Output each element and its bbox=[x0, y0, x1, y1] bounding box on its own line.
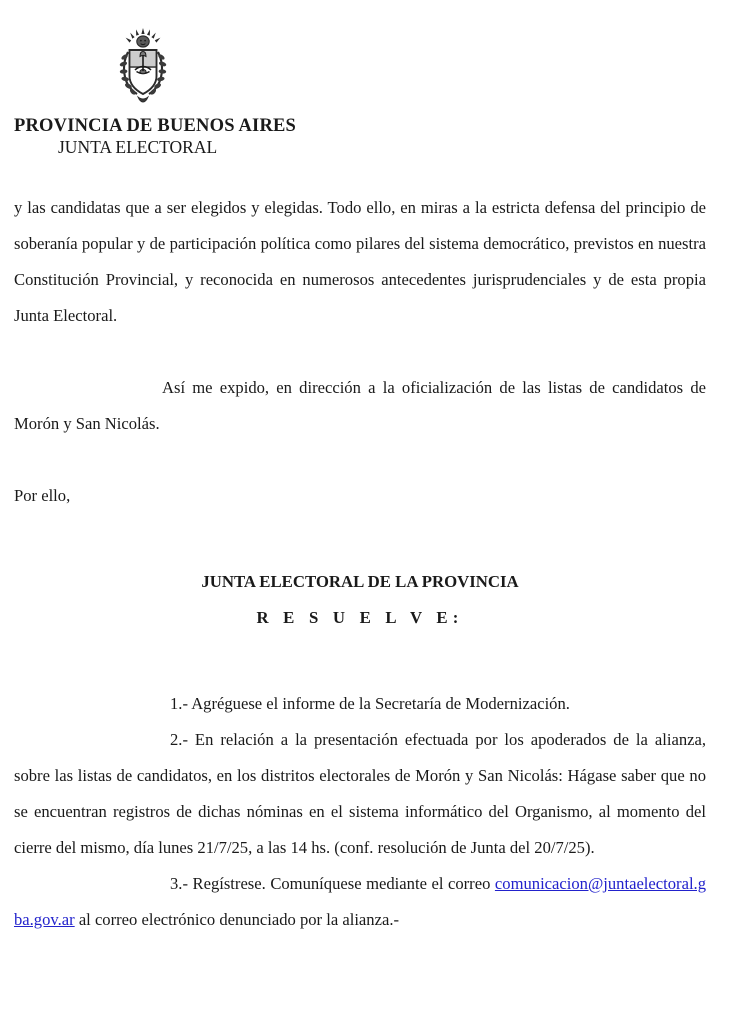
email-link[interactable]: comunicacion@juntaelectoral.gba.gov.ar bbox=[14, 874, 706, 929]
spacer bbox=[14, 334, 706, 370]
document-body bbox=[14, 190, 706, 938]
resolution-item-2: 2.- En relación a la presentación efectuada por los apoderados de la alianza, sobre las listas de candidatos, en los distritos electorales de Morón y San Nicolás: Hágase saber que no se encuentran registros de dichas nóminas en el sistema informático del Organismo, al momento del cierre del mismo, día lunes 21/7/25, a las 14 hs. (conf. resolución de Junta del 20/7/25). bbox=[14, 730, 706, 857]
crest-container bbox=[0, 0, 747, 110]
org-name-board: JUNTA ELECTORAL bbox=[58, 137, 218, 158]
paragraph-considerandos: y las candidatas que a ser elegidos y elegidas. Todo ello, en miras a la estricta defensa del principio de soberanía popular y de participación política como pilares del sistema democrático, previstos en nuestra Constitución Provincial, y reconocida en numerosos antecedentes jurisprudenciales y de esta propia Junta Electoral. bbox=[14, 198, 706, 325]
letterhead bbox=[0, 0, 747, 158]
spacer bbox=[14, 514, 706, 564]
argentina-coat-of-arms-icon bbox=[112, 26, 174, 110]
heading-junta-electoral: JUNTA ELECTORAL DE LA PROVINCIA bbox=[201, 572, 519, 591]
resolution-item-3-suffix: al correo electrónico denunciado por la alianza.- bbox=[74, 910, 400, 929]
spacer bbox=[14, 442, 706, 478]
org-name-province: PROVINCIA DE BUENOS AIRES bbox=[14, 116, 297, 136]
resolution-item-1: 1.- Agréguese el informe de la Secretaría de Modernización. bbox=[170, 694, 570, 713]
resolution-item-3-prefix: 3.- Regístrese. Comuníquese mediante el correo bbox=[170, 874, 495, 893]
resolution-item-3 bbox=[14, 866, 706, 938]
spacer bbox=[14, 636, 706, 686]
heading-resuelve: R E S U E L V E: bbox=[256, 608, 464, 627]
paragraph-asi-me-expido: Así me expido, en dirección a la oficialización de las listas de candidatos de Morón y San Nicolás. bbox=[14, 378, 706, 433]
paragraph-por-ello: Por ello, bbox=[14, 486, 71, 505]
